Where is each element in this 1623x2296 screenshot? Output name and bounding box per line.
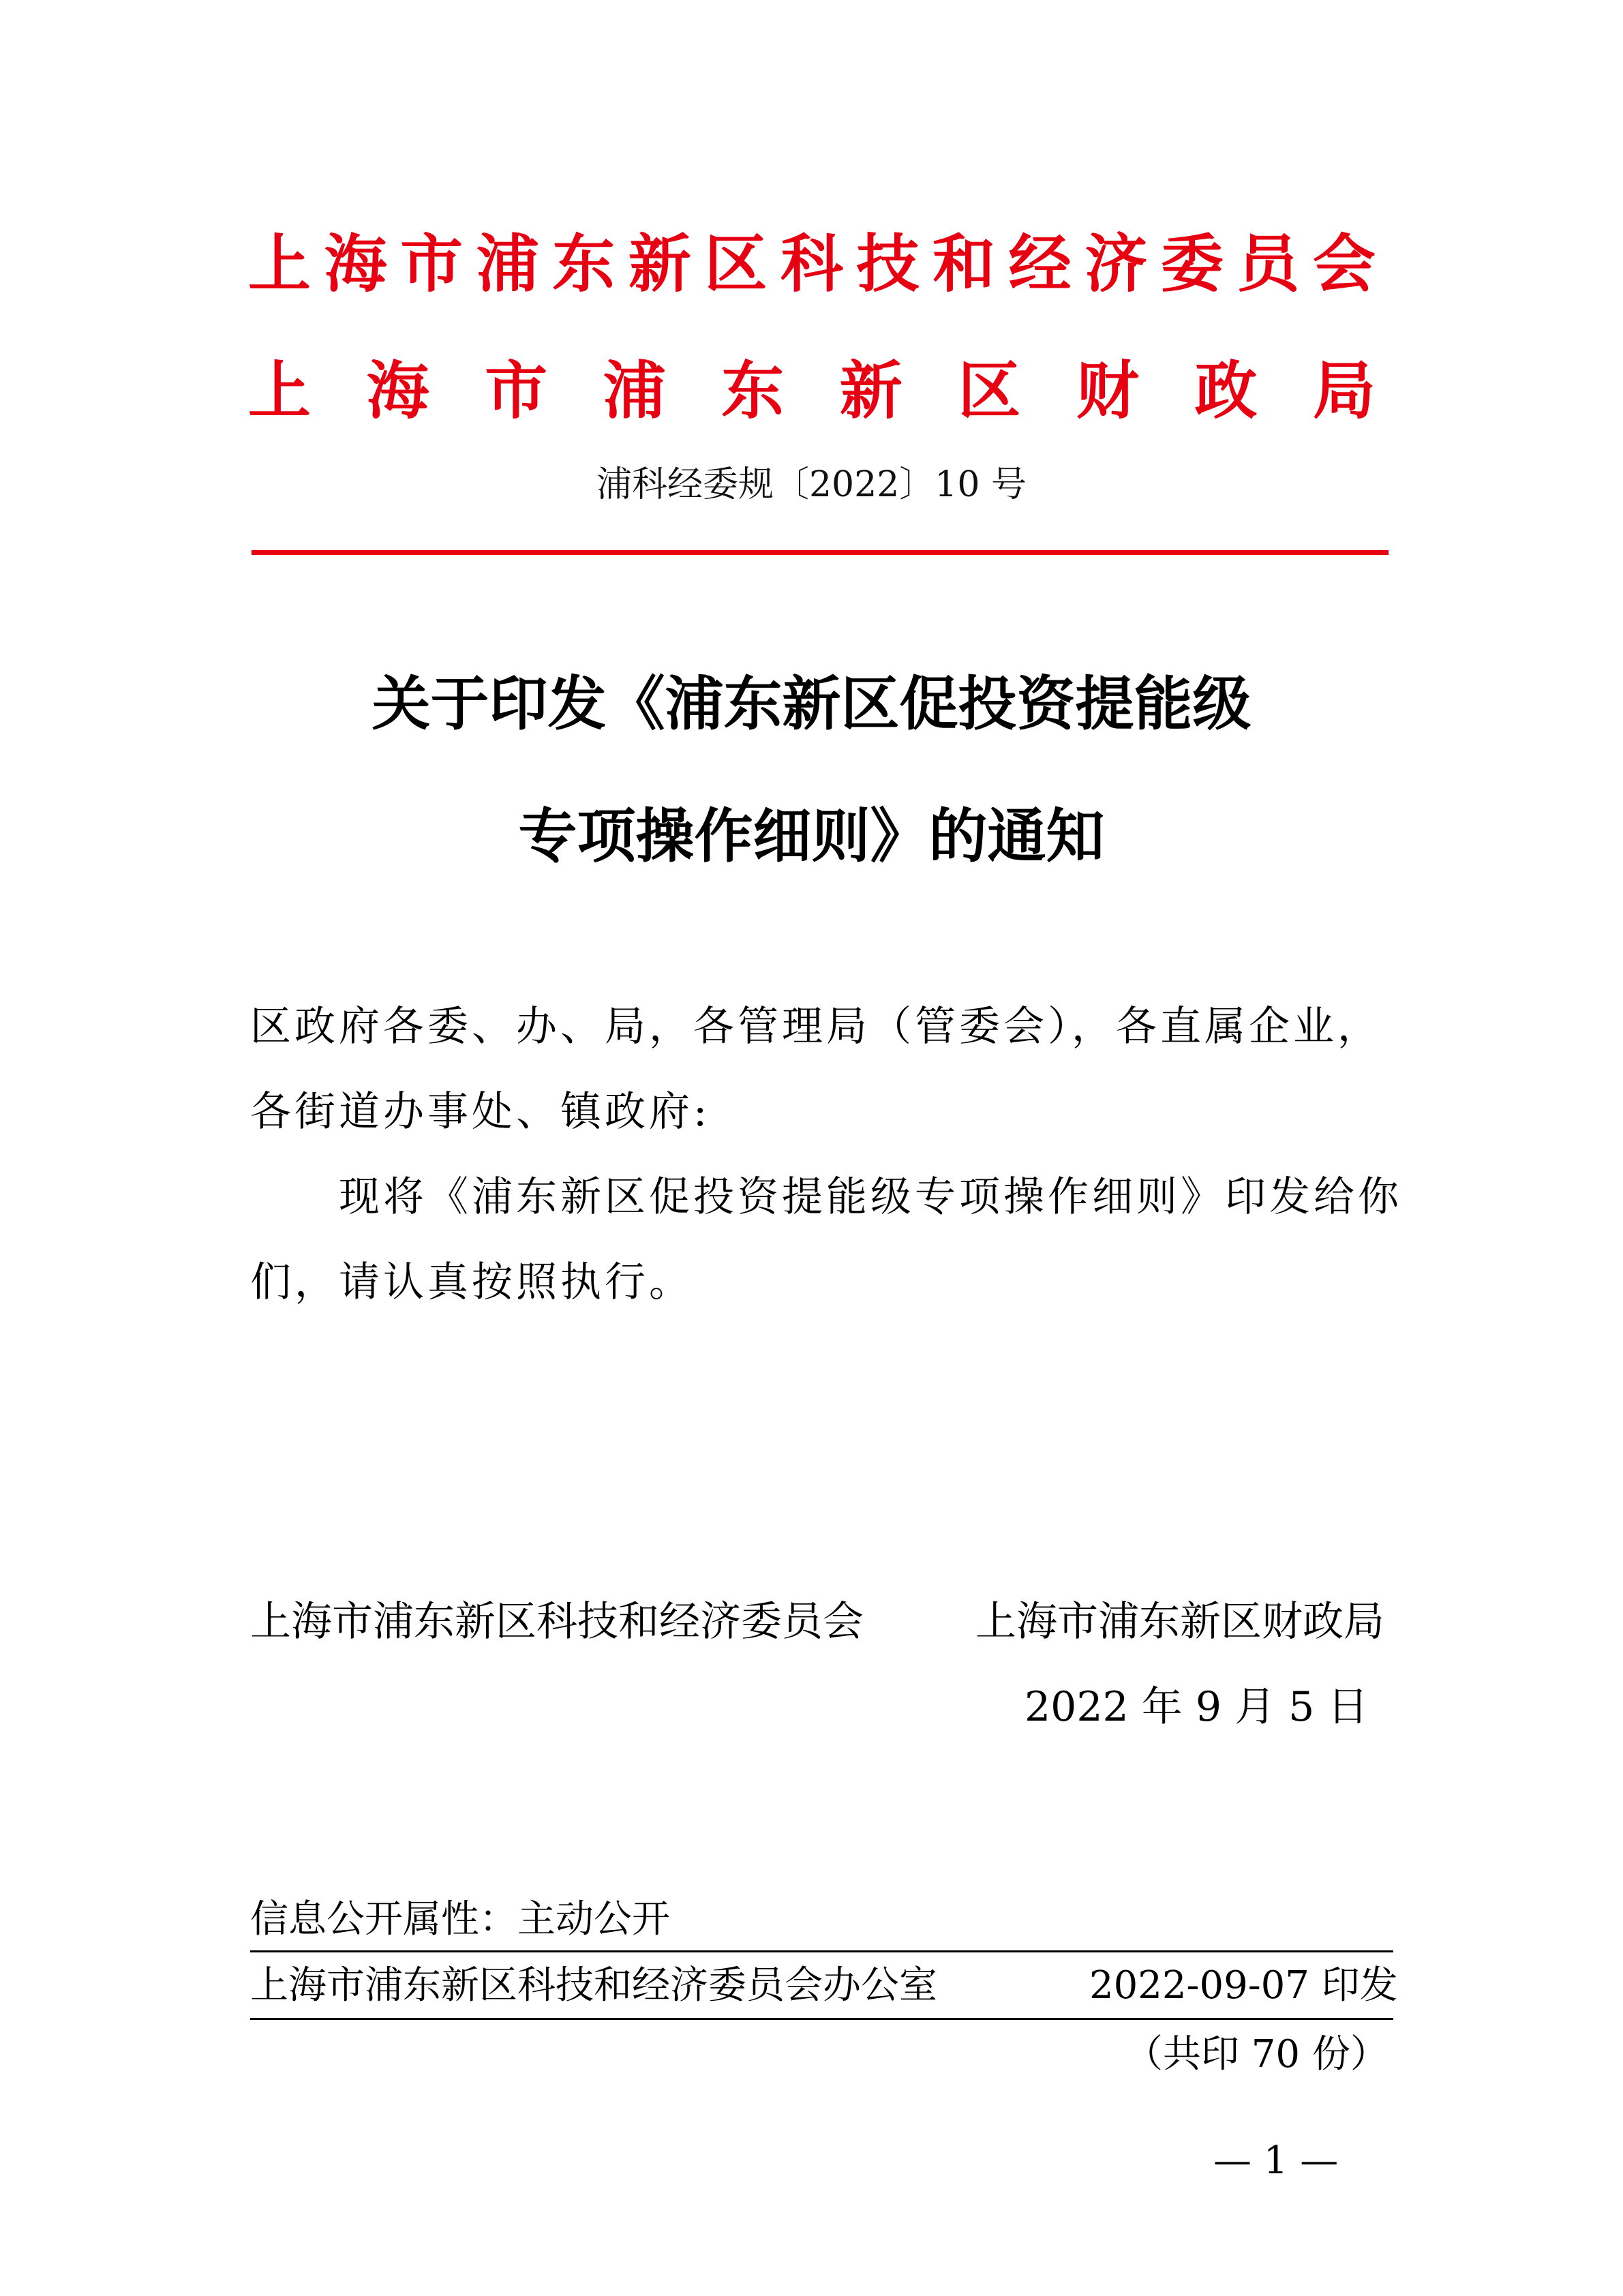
signature-date: 2022 年 9 月 5 日 xyxy=(1025,1683,1369,1731)
footer-rule-bottom xyxy=(250,2018,1393,2020)
disclosure-attribute: 信息公开属性：主动公开 xyxy=(250,1897,670,1942)
issuer-char: 海 xyxy=(366,354,429,427)
issuer-char: 员 xyxy=(1237,228,1300,301)
issuer-char: 经 xyxy=(1008,228,1072,301)
issuer-char: 委 xyxy=(1160,228,1224,301)
issuer-char: 局 xyxy=(1312,354,1376,427)
header-red-divider xyxy=(252,550,1389,555)
body-paragraph-line-2: 们，请认真按照执行。 xyxy=(250,1258,693,1306)
addressee-line-2: 各街道办事处、镇政府: xyxy=(250,1088,711,1136)
issuer-char: 新 xyxy=(628,228,691,301)
issuer-economy-committee xyxy=(248,224,1376,305)
body-paragraph-line-1: 现将《浦东新区促投资提能级专项操作细则》印发给你 xyxy=(339,1173,1402,1221)
issuer-char: 科 xyxy=(780,228,843,301)
issuer-char: 上 xyxy=(248,228,312,301)
issuer-char: 浦 xyxy=(603,354,666,427)
signature-org-finance-bureau: 上海市浦东新区财政局 xyxy=(975,1598,1384,1646)
issuer-char: 和 xyxy=(932,228,996,301)
document-title-line-1: 关于印发《浦东新区促投资提能级 xyxy=(371,670,1252,738)
issuer-char: 会 xyxy=(1312,228,1376,301)
issuing-office: 上海市浦东新区科技和经济委员会办公室 xyxy=(250,1963,937,2008)
issuer-char: 浦 xyxy=(476,228,539,301)
addressee-line-1: 区政府各委、办、局，各管理局（管委会），各直属企业， xyxy=(250,1003,1382,1051)
page-number: — 1 — xyxy=(1213,2139,1339,2183)
issuer-char: 上 xyxy=(248,354,312,427)
issuer-char: 政 xyxy=(1194,354,1258,427)
footer-rule-top xyxy=(250,1950,1393,1952)
signature-org-economy-committee: 上海市浦东新区科技和经济委员会 xyxy=(250,1598,864,1646)
issuer-char: 市 xyxy=(400,228,464,301)
issuer-char: 技 xyxy=(856,228,920,301)
issuer-char: 市 xyxy=(485,354,548,427)
issuer-char: 区 xyxy=(704,228,768,301)
issuer-finance-bureau xyxy=(248,350,1376,432)
print-copies: （共印 70 份） xyxy=(1125,2032,1389,2076)
issuer-char: 济 xyxy=(1084,228,1148,301)
issuer-char: 东 xyxy=(552,228,616,301)
document-number: 浦科经委规〔2022〕10 号 xyxy=(596,464,1027,505)
issuer-char: 区 xyxy=(958,354,1021,427)
document-title-line-2: 专项操作细则》的通知 xyxy=(518,802,1105,871)
issuer-char: 财 xyxy=(1076,354,1139,427)
issuer-char: 东 xyxy=(721,354,785,427)
issue-date: 2022-09-07 印发 xyxy=(1089,1963,1398,2008)
issuer-char: 海 xyxy=(324,228,387,301)
issuer-char: 新 xyxy=(839,354,902,427)
